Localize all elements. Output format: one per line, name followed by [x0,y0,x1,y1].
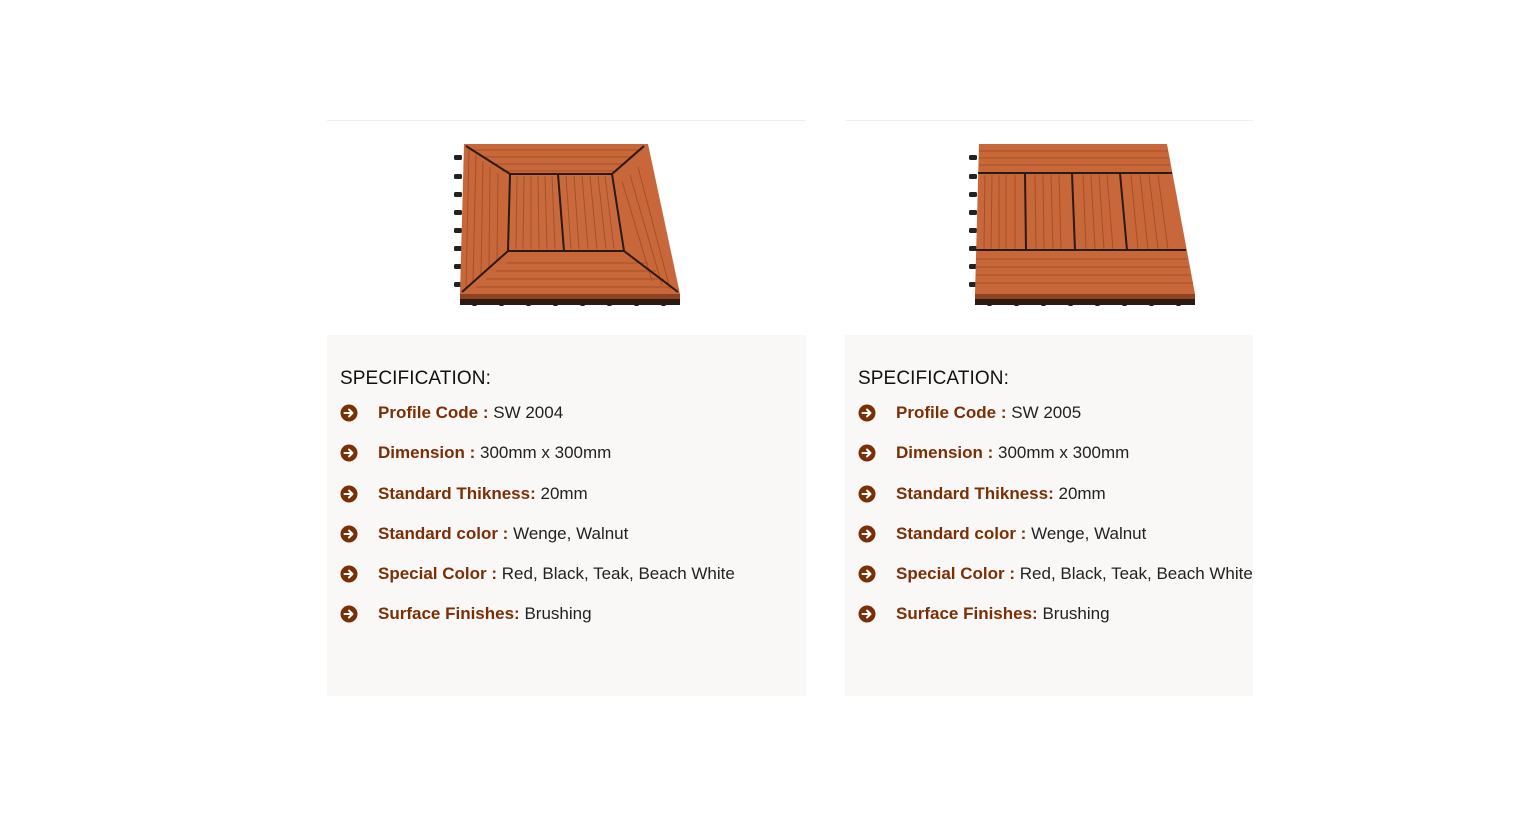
spec-item-special-color [858,563,1253,603]
arrow-right-circle-icon [858,525,876,543]
arrow-right-circle-icon [340,444,358,462]
arrow-right-circle-icon [340,525,358,543]
spec-value: SW 2005 [1006,403,1082,422]
arrow-right-circle-icon [858,605,876,623]
arrow-right-circle-icon [340,605,358,623]
spec-label: Special Color : [896,564,1016,584]
arrow-right-circle-icon [858,485,876,503]
deck-tile-diagonal-frame-icon [452,141,687,311]
spec-label: Surface Finishes: [378,604,520,624]
spec-item-surface-finishes [340,603,806,643]
spec-list [858,402,1253,644]
arrow-right-circle-icon [858,444,876,462]
spec-value: Brushing [519,604,592,624]
spec-value: 300mm x 300mm [475,443,612,463]
spec-value: 300mm x 300mm [993,443,1130,463]
spec-item-standard-color [858,523,1253,563]
spec-item-thickness [858,483,1253,523]
spec-label: Standard color : [378,523,509,543]
arrow-right-circle-icon [858,565,876,583]
arrow-right-circle-icon [340,404,358,422]
arrow-right-circle-icon [858,404,876,422]
spec-item-thickness [340,483,806,523]
spec-label: Standard Thikness: [378,483,536,503]
arrow-right-circle-icon [340,565,358,583]
spec-title: SPECIFICATION: [340,368,491,389]
specification-section [858,366,1253,644]
spec-label: Special Color : [378,564,498,584]
product-image-area [327,121,806,335]
arrow-right-circle-icon [340,485,358,503]
product-card-sw2005 [845,120,1253,696]
spec-item-dimension [340,442,806,482]
spec-value: Wenge, Walnut [1026,523,1147,543]
specification-section [340,366,806,644]
spec-item-dimension [858,442,1253,482]
spec-label: Dimension : [378,443,476,463]
spec-item-profile-code [858,402,1253,442]
product-card-sw2004 [327,120,806,696]
spec-item-standard-color [340,523,806,563]
spec-value: Red, Black, Teak, Beach White [1015,564,1253,584]
spec-label: Surface Finishes: [896,604,1038,624]
spec-label: Standard color : [896,523,1027,543]
spec-label: Profile Code : [896,403,1007,422]
spec-value: 20mm [535,483,588,503]
spec-list [340,402,806,644]
spec-item-special-color [340,563,806,603]
spec-item-surface-finishes [858,603,1253,643]
spec-value: Brushing [1037,604,1110,624]
spec-title: SPECIFICATION: [858,368,1009,389]
spec-value: 20mm [1053,483,1106,503]
spec-label: Profile Code : [378,403,489,422]
spec-item-profile-code [340,402,806,442]
spec-value: Red, Black, Teak, Beach White [497,564,735,584]
spec-label: Dimension : [896,443,994,463]
product-image-area [845,121,1253,335]
spec-value: Wenge, Walnut [508,523,629,543]
deck-tile-straight-slats-icon [967,141,1202,311]
spec-label: Standard Thikness: [896,483,1054,503]
spec-value: SW 2004 [488,403,564,422]
